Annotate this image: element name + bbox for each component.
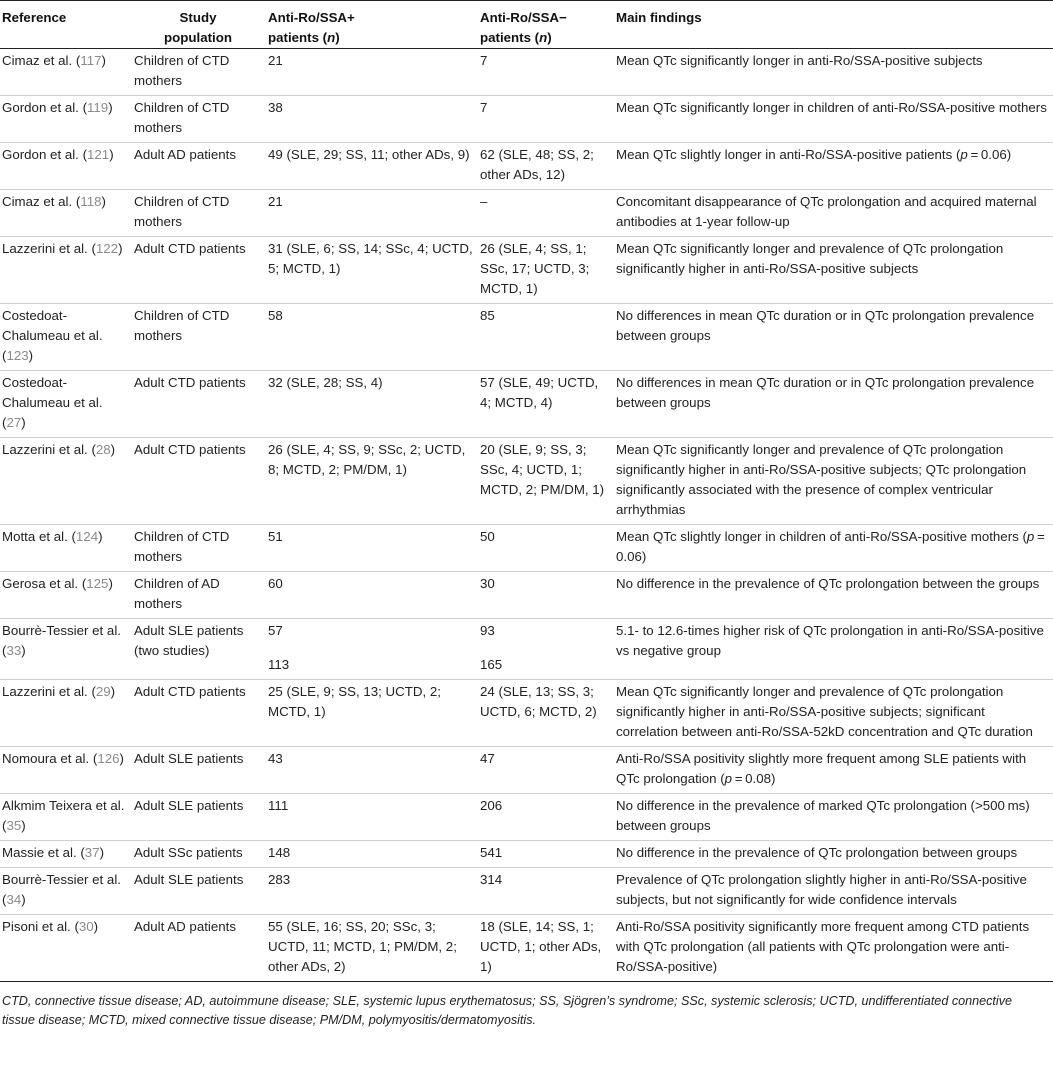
reference-cell: Cimaz et al. (118) — [2, 194, 106, 209]
reference-link[interactable]: 123 — [6, 348, 29, 363]
positive-count-cell-text: 21 — [268, 53, 283, 68]
negative-count-cell-text-second: 165 — [480, 657, 503, 672]
positive-count-cell — [266, 96, 478, 143]
population-cell-text: Adult SLE patients (two studies) — [134, 623, 244, 658]
findings-cell — [614, 680, 1053, 747]
negative-count-cell-text: 206 — [480, 798, 503, 813]
findings-cell — [614, 143, 1053, 190]
population-cell-text: Adult SLE patients — [134, 872, 244, 887]
negative-count-cell-text: 62 (SLE, 48; SS, 2; other ADs, 12) — [480, 147, 594, 182]
reference-authors: Cimaz et al. — [2, 194, 73, 209]
findings-cell-text: Mean QTc significantly longer and prevalence of QTc prolongation significantly higher in anti-Ro/SSA-positive subjects; QTc prolongation significantly associated with the presence of complex ventricular arrhythmias — [616, 442, 1027, 517]
population-cell — [132, 915, 266, 982]
reference-link[interactable]: 29 — [95, 684, 111, 699]
positive-count-cell-text: 51 — [268, 529, 283, 544]
reference-authors: Cimaz et al. — [2, 53, 73, 68]
positive-count-cell — [266, 525, 478, 572]
negative-count-cell-text: 57 (SLE, 49; UCTD, 4; MCTD, 4) — [480, 375, 599, 410]
positive-count-cell-text: 32 (SLE, 28; SS, 4) — [268, 375, 383, 390]
negative-count-cell-text: 93 — [480, 623, 495, 638]
reference-link[interactable]: 28 — [95, 442, 111, 457]
reference-authors: Alkmim Teixera et al. — [2, 798, 125, 813]
findings-cell — [614, 190, 1053, 237]
positive-count-cell-text: 38 — [268, 100, 283, 115]
population-cell-text: Children of CTD mothers — [134, 194, 230, 229]
population-cell — [132, 525, 266, 572]
positive-count-cell — [266, 841, 478, 868]
negative-count-cell-text: 85 — [480, 308, 495, 323]
findings-cell-text: No difference in the prevalence of QTc prolongation between the groups — [616, 576, 1040, 591]
population-cell-text: Adult SLE patients — [134, 751, 244, 766]
table-row — [0, 438, 1053, 525]
findings-cell-text: Concomitant disappearance of QTc prolongation and acquired maternal antibodies at 1-year follow-up — [616, 194, 1037, 229]
header-population: Study population — [132, 1, 266, 49]
reference-authors: Costedoat-Chalumeau et al. — [2, 375, 103, 410]
positive-count-cell — [266, 237, 478, 304]
reference-link[interactable]: 126 — [97, 751, 120, 766]
table-row — [0, 794, 1053, 841]
positive-count-cell-text-second: 113 — [268, 657, 290, 672]
negative-count-cell-text: 18 (SLE, 14; SS, 1; UCTD, 1; other ADs, 1) — [480, 919, 602, 974]
table-row — [0, 143, 1053, 190]
table-row — [0, 680, 1053, 747]
reference-cell: Costedoat-Chalumeau et al. (123) — [2, 308, 103, 363]
findings-cell-text: Mean QTc significantly longer and prevalence of QTc prolongation significantly higher in anti-Ro/SSA-positive subjects — [616, 241, 1004, 276]
population-cell-text: Adult CTD patients — [134, 684, 246, 699]
reference-cell: Gerosa et al. (125) — [2, 576, 113, 591]
table-body — [0, 49, 1053, 982]
reference-cell: Gordon et al. (119) — [2, 100, 113, 115]
negative-count-cell-text: – — [480, 194, 488, 209]
negative-count-cell — [478, 190, 614, 237]
findings-cell-text: Mean QTc significantly longer in children of anti-Ro/SSA-positive mothers — [616, 100, 1047, 115]
negative-count-cell — [478, 143, 614, 190]
reference-cell: Alkmim Teixera et al. (35) — [2, 798, 125, 833]
findings-cell — [614, 747, 1053, 794]
negative-count-cell-text: 7 — [480, 100, 488, 115]
findings-cell — [614, 572, 1053, 619]
negative-count-cell-text: 314 — [480, 872, 503, 887]
negative-count-cell — [478, 794, 614, 841]
negative-count-cell-text: 7 — [480, 53, 488, 68]
negative-count-cell-text: 50 — [480, 529, 495, 544]
findings-cell-text: Mean QTc slightly longer in children of anti-Ro/SSA-positive mothers (p = 0.06) — [616, 529, 1048, 564]
negative-count-cell — [478, 915, 614, 982]
reference-link[interactable]: 125 — [86, 576, 109, 591]
population-cell — [132, 49, 266, 96]
findings-cell — [614, 49, 1053, 96]
negative-count-cell — [478, 438, 614, 525]
findings-cell-text: Prevalence of QTc prolongation slightly higher in anti-Ro/SSA-positive subjects, but not significantly for wide confidence intervals — [616, 872, 1027, 907]
table-row — [0, 868, 1053, 915]
header-findings: Main findings — [614, 1, 1053, 49]
header-negative: Anti-Ro/SSA− patients (n) — [478, 1, 614, 49]
negative-count-cell — [478, 525, 614, 572]
positive-count-cell-text: 111 — [268, 798, 289, 813]
reference-link[interactable]: 33 — [6, 643, 22, 658]
population-cell-text: Children of CTD mothers — [134, 100, 230, 135]
findings-cell-text: Mean QTc significantly longer and prevalence of QTc prolongation significantly higher in anti-Ro/SSA-positive subjects; significant correlation between anti-Ro/SSA-52kD concentration and QTc duration — [616, 684, 1033, 739]
positive-count-cell-text: 43 — [268, 751, 283, 766]
reference-authors: Lazzerini et al. — [2, 442, 88, 457]
reference-cell: Lazzerini et al. (122) — [2, 241, 123, 256]
reference-cell: Massie et al. (37) — [2, 845, 104, 860]
population-cell-text: Children of CTD mothers — [134, 53, 230, 88]
population-cell — [132, 794, 266, 841]
negative-count-cell — [478, 619, 614, 680]
negative-count-cell — [478, 49, 614, 96]
population-cell-text: Adult AD patients — [134, 919, 237, 934]
positive-count-cell — [266, 304, 478, 371]
negative-count-cell — [478, 304, 614, 371]
negative-count-cell-text: 541 — [480, 845, 503, 860]
table-row — [0, 304, 1053, 371]
findings-cell-text: No difference in the prevalence of QTc prolongation between groups — [616, 845, 1018, 860]
reference-link[interactable]: 34 — [6, 892, 22, 907]
positive-count-cell — [266, 747, 478, 794]
reference-cell: Bourrè-Tessier et al. (33) — [2, 623, 121, 658]
reference-link[interactable]: 122 — [95, 241, 119, 256]
reference-link[interactable]: 119 — [87, 100, 109, 115]
negative-count-cell — [478, 371, 614, 438]
population-cell — [132, 371, 266, 438]
reference-link[interactable]: 118 — [80, 194, 102, 209]
positive-count-cell — [266, 190, 478, 237]
positive-count-cell-text: 26 (SLE, 4; SS, 9; SSc, 2; UCTD, 8; MCTD, 2; PM/DM, 1) — [268, 442, 466, 477]
header-reference: Reference — [0, 1, 132, 49]
negative-count-cell — [478, 572, 614, 619]
reference-authors: Gordon et al. — [2, 147, 79, 162]
positive-count-cell-text: 25 (SLE, 9; SS, 13; UCTD, 2; MCTD, 1) — [268, 684, 441, 719]
negative-count-cell — [478, 680, 614, 747]
negative-count-cell-text: 47 — [480, 751, 495, 766]
positive-count-cell — [266, 680, 478, 747]
negative-count-cell — [478, 237, 614, 304]
findings-cell-text: 5.1- to 12.6-times higher risk of QTc prolongation in anti-Ro/SSA-positive vs negative group — [616, 623, 1044, 658]
population-cell-text: Adult AD patients — [134, 147, 237, 162]
positive-count-cell-text: 49 (SLE, 29; SS, 11; other ADs, 9) — [268, 147, 470, 162]
negative-count-cell — [478, 868, 614, 915]
table-row — [0, 572, 1053, 619]
positive-count-cell — [266, 915, 478, 982]
reference-link[interactable]: 37 — [84, 845, 100, 860]
negative-count-cell-text: 30 — [480, 576, 495, 591]
negative-count-cell — [478, 841, 614, 868]
reference-authors: Lazzerini et al. — [2, 241, 88, 256]
population-cell-text: Adult CTD patients — [134, 375, 246, 390]
reference-cell: Lazzerini et al. (29) — [2, 684, 116, 699]
population-cell — [132, 96, 266, 143]
reference-cell: Gordon et al. (121) — [2, 147, 114, 162]
findings-cell — [614, 619, 1053, 680]
positive-count-cell — [266, 868, 478, 915]
population-cell — [132, 841, 266, 868]
negative-count-cell — [478, 747, 614, 794]
table-row — [0, 915, 1053, 982]
findings-cell — [614, 304, 1053, 371]
findings-cell — [614, 841, 1053, 868]
table-row — [0, 841, 1053, 868]
reference-link[interactable]: 30 — [78, 919, 94, 934]
reference-authors: Massie et al. — [2, 845, 77, 860]
population-cell-text: Adult SSc patients — [134, 845, 243, 860]
findings-cell — [614, 96, 1053, 143]
population-cell-text: Children of CTD mothers — [134, 529, 230, 564]
reference-link[interactable]: 124 — [75, 529, 99, 544]
reference-authors: Lazzerini et al. — [2, 684, 88, 699]
header-positive: Anti-Ro/SSA+ patients (n) — [266, 1, 478, 49]
header-row — [0, 1, 1053, 49]
table-row — [0, 747, 1053, 794]
reference-authors: Motta et al. — [2, 529, 68, 544]
findings-cell-text: Mean QTc slightly longer in anti-Ro/SSA-positive patients (p = 0.06) — [616, 147, 1012, 162]
population-cell — [132, 304, 266, 371]
reference-authors: Gerosa et al. — [2, 576, 79, 591]
population-cell-text: Adult CTD patients — [134, 241, 246, 256]
positive-count-cell — [266, 49, 478, 96]
table-row — [0, 619, 1053, 680]
positive-count-cell-text: 148 — [268, 845, 291, 860]
positive-count-cell-text: 31 (SLE, 6; SS, 14; SSc, 4; UCTD, 5; MCTD, 1) — [268, 241, 473, 276]
negative-count-cell-text: 24 (SLE, 13; SS, 3; UCTD, 6; MCTD, 2) — [480, 684, 597, 719]
table-row — [0, 96, 1053, 143]
reference-authors: Pisoni et al. — [2, 919, 71, 934]
positive-count-cell — [266, 794, 478, 841]
reference-link[interactable]: 121 — [87, 147, 110, 162]
findings-cell-text: Mean QTc significantly longer in anti-Ro/SSA-positive subjects — [616, 53, 983, 68]
negative-count-cell-text: 26 (SLE, 4; SS, 1; SSc, 17; UCTD, 3; MCTD, 1) — [480, 241, 590, 296]
population-cell — [132, 619, 266, 680]
population-cell-text: Children of AD mothers — [134, 576, 220, 611]
population-cell — [132, 868, 266, 915]
population-cell — [132, 747, 266, 794]
findings-cell — [614, 868, 1053, 915]
reference-cell: Cimaz et al. (117) — [2, 53, 106, 68]
table-row — [0, 525, 1053, 572]
positive-count-cell — [266, 371, 478, 438]
positive-count-cell — [266, 143, 478, 190]
table-row — [0, 371, 1053, 438]
findings-cell — [614, 237, 1053, 304]
findings-cell-text: Anti-Ro/SSA positivity significantly more frequent among CTD patients with QTc prolongation (all patients with QTc prolongation were anti-Ro/SSA-positive) — [616, 919, 1030, 974]
reference-cell: Nomoura et al. (126) — [2, 751, 124, 766]
positive-count-cell-text: 58 — [268, 308, 283, 323]
positive-count-cell — [266, 438, 478, 525]
reference-authors: Bourrè-Tessier et al. — [2, 623, 121, 638]
negative-count-cell-text: 20 (SLE, 9; SS, 3; SSc, 4; UCTD, 1; MCTD, 2; PM/DM, 1) — [480, 442, 605, 497]
table-footnote: CTD, connective tissue disease; AD, autoimmune disease; SLE, systemic lupus erythematosus; SS, Sjögren’s syndrome; SSc, systemic sclerosis; UCTD, undifferentiated connective tissue disease; MCTD, mixed connective tissue disease; PM/DM, polymyositis/dermatomyositis. — [2, 994, 1013, 1027]
population-cell — [132, 237, 266, 304]
reference-authors: Gordon et al. — [2, 100, 79, 115]
population-cell-text: Adult CTD patients — [134, 442, 246, 457]
table-row — [0, 190, 1053, 237]
population-cell — [132, 572, 266, 619]
findings-cell-text: No difference in the prevalence of marked QTc prolongation (>500 ms) between groups — [616, 798, 1030, 833]
reference-link[interactable]: 35 — [6, 818, 22, 833]
reference-cell: Bourrè-Tessier et al. (34) — [2, 872, 121, 907]
findings-cell-text: No differences in mean QTc duration or in QTc prolongation prevalence between groups — [616, 375, 1035, 410]
reference-cell: Motta et al. (124) — [2, 529, 103, 544]
positive-count-cell — [266, 619, 478, 680]
table-row — [0, 237, 1053, 304]
population-cell — [132, 143, 266, 190]
population-cell — [132, 190, 266, 237]
reference-authors: Bourrè-Tessier et al. — [2, 872, 121, 887]
reference-cell: Lazzerini et al. (28) — [2, 442, 116, 457]
positive-count-cell-text: 60 — [268, 576, 283, 591]
positive-count-cell-text: 57 — [268, 623, 283, 638]
findings-cell-text: Anti-Ro/SSA positivity slightly more frequent among SLE patients with QTc prolongation (p = 0.08) — [616, 751, 1027, 786]
population-cell — [132, 680, 266, 747]
positive-count-cell-text: 21 — [268, 194, 283, 209]
population-cell — [132, 438, 266, 525]
positive-count-cell-text: 283 — [268, 872, 291, 887]
positive-count-cell-text: 55 (SLE, 16; SS, 20; SSc, 3; UCTD, 11; MCTD, 1; PM/DM, 2; other ADs, 2) — [268, 919, 457, 974]
reference-authors: Costedoat-Chalumeau et al. — [2, 308, 103, 343]
findings-cell — [614, 794, 1053, 841]
population-cell-text: Children of CTD mothers — [134, 308, 230, 343]
findings-cell-text: No differences in mean QTc duration or in QTc prolongation prevalence between groups — [616, 308, 1035, 343]
table-row — [0, 49, 1053, 96]
findings-cell — [614, 525, 1053, 572]
reference-cell: Pisoni et al. (30) — [2, 919, 99, 934]
findings-cell — [614, 438, 1053, 525]
findings-cell — [614, 371, 1053, 438]
population-cell-text: Adult SLE patients — [134, 798, 244, 813]
reference-cell: Costedoat-Chalumeau et al. (27) — [2, 375, 103, 430]
reference-link[interactable]: 27 — [6, 415, 22, 430]
reference-authors: Nomoura et al. — [2, 751, 90, 766]
reference-link[interactable]: 117 — [80, 53, 102, 68]
findings-cell — [614, 915, 1053, 982]
negative-count-cell — [478, 96, 614, 143]
positive-count-cell — [266, 572, 478, 619]
